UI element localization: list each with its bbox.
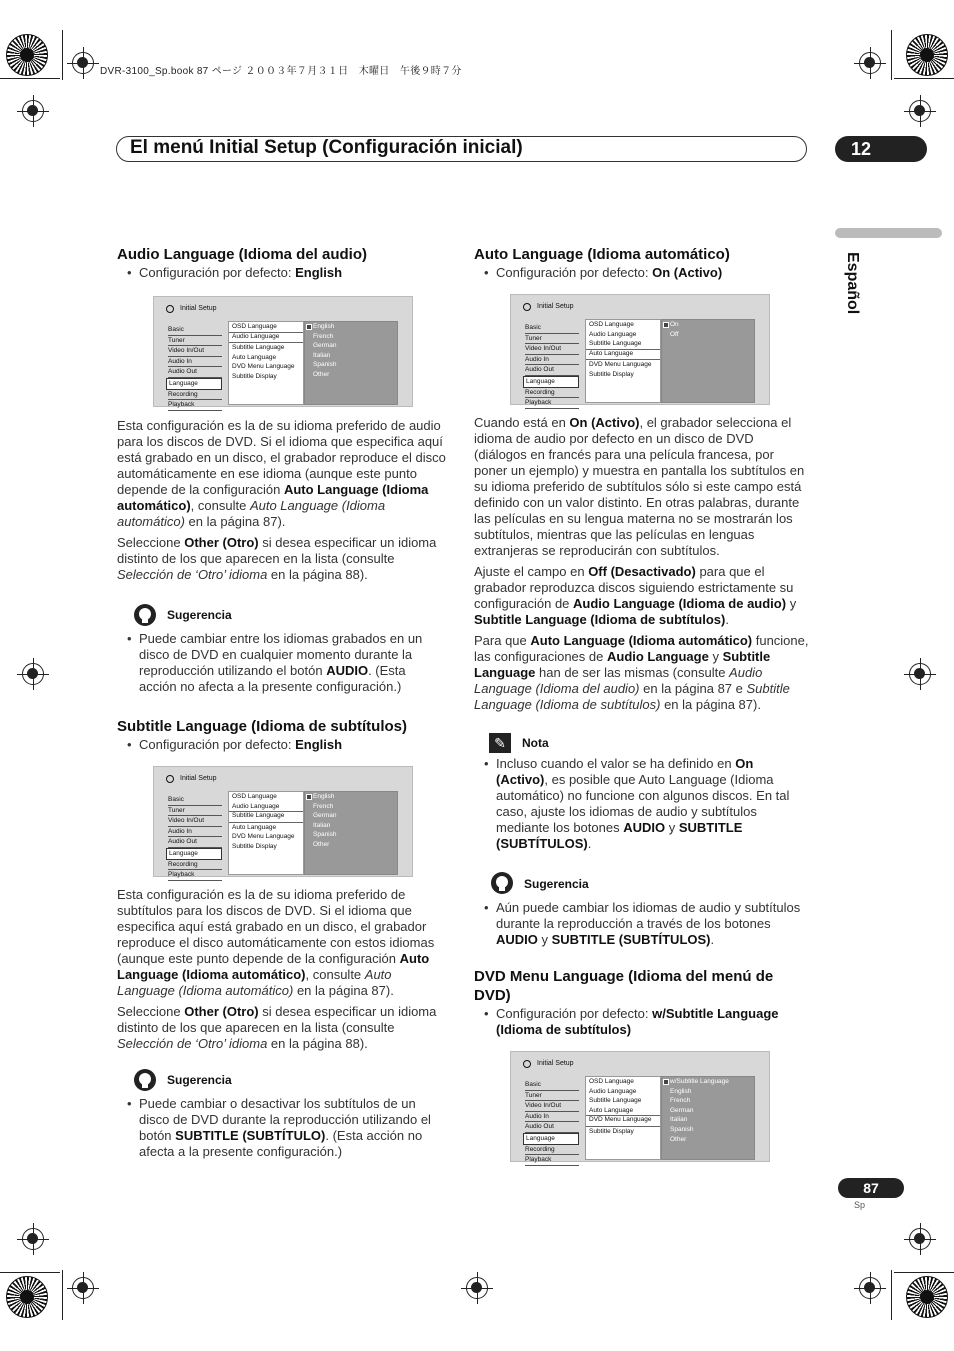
option-item: Other [313, 840, 330, 848]
crosshair-mark [466, 1277, 488, 1299]
nav-item: Audio In [168, 827, 222, 838]
nav-item: Recording [168, 390, 222, 401]
option-item: w/Subtitle Language [662, 1077, 754, 1087]
screen-menu [585, 1076, 661, 1160]
body-paragraph: Esta configuración es la de su idioma preferido de subtítulos para los discos de DVD. Si el idioma que especifica aquí está grabado en un disco, el grabador reproduce el disco automáticamente con estos idiomas (aunque este punto depende de la configuración Auto Language (Idioma automático), consulte Auto Language (Idioma automático) en la página 87). [117, 887, 435, 998]
nav-item: Tuner [525, 334, 579, 345]
nav-item: Recording [525, 1145, 579, 1156]
screen-options [304, 791, 398, 875]
option-item: Spanish [670, 1125, 694, 1133]
menu-item: Subtitle Display [589, 370, 634, 378]
menu-item: Auto Language [589, 1106, 634, 1114]
tip-label: Sugerencia [167, 608, 232, 622]
option-item: French [313, 802, 334, 810]
pencil-icon: ✎ [489, 733, 511, 753]
registration-star-mark [906, 34, 948, 76]
nav-item: Basic [168, 325, 222, 336]
nav-item: Video In/Out [168, 346, 222, 357]
crop-mark [0, 78, 60, 79]
nav-item: Basic [525, 323, 579, 334]
note-text: • Incluso cuando el valor se ha definido en On (Activo), es posible que Auto Language (Idioma automático) no funcione con algunos discos. En tal caso, ajuste los idiomas de audio y subtítulos mediante los botones AUDIO y SUBTITLE (SUBTÍTULOS). [484, 756, 790, 851]
option-item: Off [670, 330, 679, 338]
body-paragraph: Esta configuración es la de su idioma preferido de audio para los discos de DVD. Si el idioma que especifica aquí está grabado en un disco, el grabador reproduce el disco automáticamente en ese idioma (aunque este punto depende de la configuración Auto Language (Idioma automático), consulte Auto Language (Idioma automático) en la página 87). [117, 418, 446, 529]
nav-item: Basic [168, 795, 222, 806]
menu-item: Audio Language [232, 802, 280, 810]
option-item: French [313, 332, 334, 340]
nav-item: Language [523, 376, 579, 388]
option-item: Other [313, 370, 330, 378]
language-code: Sp [854, 1200, 866, 1210]
menu-item: Subtitle Language [232, 344, 285, 352]
nav-item: Tuner [168, 336, 222, 347]
menu-item: Subtitle Language [589, 340, 642, 348]
menu-item: Subtitle Display [232, 372, 277, 380]
nav-item: Language [166, 848, 222, 860]
crosshair-mark [909, 663, 931, 685]
nav-item: Playback [168, 870, 222, 881]
nav-item: Video In/Out [168, 816, 222, 827]
nav-item: Basic [525, 1080, 579, 1091]
nav-item: Audio Out [525, 365, 579, 376]
crop-mark [891, 1270, 892, 1320]
lightbulb-icon [134, 604, 156, 626]
menu-item: DVD Menu Language [232, 833, 295, 841]
crosshair-mark [22, 100, 44, 122]
option-item: German [313, 812, 337, 820]
nav-item: Tuner [525, 1091, 579, 1102]
screen-options [304, 321, 398, 405]
page-number: 87 [838, 1178, 904, 1198]
default-value: English [295, 265, 343, 280]
screen-title: Initial Setup [537, 1060, 574, 1067]
option-item: Spanish [313, 361, 337, 369]
screen-nav [168, 795, 222, 881]
nav-item: Playback [525, 398, 579, 409]
crop-mark [891, 30, 892, 80]
initial-setup-screen [153, 296, 413, 407]
disc-icon [166, 775, 174, 783]
screen-menu [228, 321, 304, 405]
nav-item: Audio Out [525, 1122, 579, 1133]
nav-item: Audio Out [168, 367, 222, 378]
option-item: German [313, 342, 337, 350]
option-item: English [305, 322, 397, 332]
screen-title: Initial Setup [180, 305, 217, 312]
crop-mark [894, 78, 954, 79]
menu-item: Subtitle Display [589, 1127, 634, 1135]
menu-item: Audio Language [589, 330, 637, 338]
menu-item: Audio Language [589, 1087, 637, 1095]
option-item: German [670, 1106, 694, 1114]
tip-text: • Puede cambiar o desactivar los subtítulos de un disco de DVD durante la reproducción utilizando el botón SUBTITLE (SUBTÍTULO). (Esta acción no afecta a la presente configuración.) [127, 1096, 431, 1159]
screen-nav [168, 325, 222, 411]
tip-text: • Aún puede cambiar los idiomas de audio y subtítulos durante la reproducción a través de los botones AUDIO y SUBTITLE (SUBTÍTULOS). [484, 900, 801, 947]
menu-item: OSD Language [589, 321, 634, 328]
crosshair-mark [72, 52, 94, 74]
menu-item: OSD Language [232, 793, 277, 800]
screen-menu [585, 319, 661, 403]
option-item: Italian [313, 821, 331, 829]
option-item: French [670, 1097, 691, 1105]
nav-item: Video In/Out [525, 1101, 579, 1112]
screen-options [661, 1076, 755, 1160]
page-title: El menú Initial Setup (Configuración inicial) [130, 137, 523, 158]
body-paragraph: Seleccione Other (Otro) si desea especificar un idioma distinto de los que aparecen en la lista (consulte Selección de ‘Otro’ idioma en la página 88). [117, 1004, 437, 1051]
screen-menu [228, 791, 304, 875]
menu-item: OSD Language [232, 323, 277, 330]
section-heading: Subtitle Language (Idioma de subtítulos) [117, 718, 408, 735]
section-heading: DVD Menu Language (Idioma del menú de DVD) [474, 968, 774, 1004]
crop-mark [62, 1270, 63, 1320]
crosshair-mark [72, 1277, 94, 1299]
menu-item: Subtitle Language [589, 1097, 642, 1105]
crosshair-mark [909, 1228, 931, 1250]
nav-item: Audio In [525, 355, 579, 366]
print-header-info: DVR-3100_Sp.book 87 ページ ２００３年７月３１日 木曜日 午後９時７分 [100, 66, 462, 77]
registration-star-mark [6, 34, 48, 76]
menu-item: DVD Menu Language [586, 1115, 660, 1127]
crop-mark [0, 1272, 60, 1273]
option-item: English [670, 1087, 692, 1095]
side-tab [835, 228, 942, 238]
section-heading: Auto Language (Idioma automático) [474, 246, 730, 263]
disc-icon [166, 305, 174, 313]
chapter-number: 12 [835, 136, 927, 162]
screen-options [661, 319, 755, 403]
menu-item: Subtitle Display [232, 842, 277, 850]
nav-item: Video In/Out [525, 344, 579, 355]
nav-item: Playback [525, 1155, 579, 1166]
registration-star-mark [6, 1276, 48, 1318]
nav-item: Recording [168, 860, 222, 871]
tip-label: Sugerencia [167, 1073, 232, 1087]
body-paragraph: Seleccione Other (Otro) si desea especificar un idioma distinto de los que aparecen en la lista (consulte Selección de ‘Otro’ idioma en la página 88). [117, 535, 437, 582]
menu-item: Auto Language [232, 823, 277, 831]
side-language-label: Español [844, 252, 861, 315]
menu-item: Audio Language [229, 332, 303, 344]
body-paragraph: Ajuste el campo en Off (Desactivado) para que el grabador reproduzca discos siguiendo estrictamente su configuración de Audio Language (Idioma de audio) y Subtitle Language (Idioma de subtítulos). [474, 564, 797, 627]
menu-item: DVD Menu Language [589, 361, 652, 369]
menu-item: Subtitle Language [229, 811, 303, 823]
section-heading: Audio Language (Idioma del audio) [117, 246, 367, 263]
note-label: Nota [522, 736, 549, 750]
crop-mark [894, 1272, 954, 1273]
crosshair-mark [909, 100, 931, 122]
disc-icon [523, 1060, 531, 1068]
menu-item: Auto Language [586, 349, 660, 361]
option-item: Spanish [313, 831, 337, 839]
option-item: On [662, 320, 754, 330]
crosshair-mark [859, 1277, 881, 1299]
screen-title: Initial Setup [537, 303, 574, 310]
nav-item: Playback [168, 400, 222, 411]
option-item: English [305, 792, 397, 802]
lightbulb-icon [134, 1069, 156, 1091]
nav-item: Language [523, 1133, 579, 1145]
nav-item: Audio In [168, 357, 222, 368]
nav-item: Recording [525, 388, 579, 399]
crosshair-mark [859, 52, 881, 74]
menu-item: Auto Language [232, 353, 277, 361]
default-prefix: Configuración por defecto: [139, 265, 296, 280]
crosshair-mark [22, 1228, 44, 1250]
default-setting: • Configuración por defecto: On (Activo) [484, 265, 723, 280]
menu-item: OSD Language [589, 1078, 634, 1085]
default-setting: • Configuración por defecto: English [127, 265, 343, 280]
option-item: Italian [313, 351, 331, 359]
body-paragraph: Para que Auto Language (Idioma automático) funcione, las configuraciones de Audio Language y Subtitle Language han de ser las mismas (consulte Audio Language (Idioma del audio) en la página 87 e Subtitle Language (Idioma de subtítulos) en la página 87). [474, 633, 809, 712]
option-item: Italian [670, 1116, 688, 1124]
crop-mark [62, 30, 63, 80]
crosshair-mark [22, 663, 44, 685]
initial-setup-screen [153, 766, 413, 877]
screen-nav [525, 1080, 579, 1166]
screen-nav [525, 323, 579, 409]
lightbulb-icon [491, 872, 513, 894]
nav-item: Audio In [525, 1112, 579, 1123]
tip-label: Sugerencia [524, 877, 589, 891]
menu-item: DVD Menu Language [232, 363, 295, 371]
nav-item: Tuner [168, 806, 222, 817]
nav-item: Audio Out [168, 837, 222, 848]
option-item: Other [670, 1135, 687, 1143]
initial-setup-screen [510, 294, 770, 405]
nav-item: Language [166, 378, 222, 390]
body-paragraph: Cuando está en On (Activo), el grabador selecciona el idioma de audio por defecto en un disco de DVD (diálogos en francés para una película francesa, por poner un ejemplo) y muestra en pantalla los subtítulos en su idioma preferido de subtítulos sólo si este campo está definido con un valor distinto. En otras palabras, durante las películas en su lengua materna no se mostrarán los subtítulos, mientras que las películas en lenguas extranjeras se reproducirán con subtítulos. [474, 415, 805, 558]
registration-star-mark [906, 1276, 948, 1318]
tip-text: • Puede cambiar entre los idiomas grabados en un disco de DVD en cualquier momento durante la reproducción utilizando el botón AUDIO. (Esta acción no afecta a la presente configuración.) [127, 631, 423, 694]
screen-title: Initial Setup [180, 775, 217, 782]
default-setting: • Configuración por defecto: English [127, 737, 343, 752]
initial-setup-screen [510, 1051, 770, 1162]
default-setting: • Configuración por defecto: w/Subtitle Language (Idioma de subtítulos) [484, 1006, 779, 1037]
disc-icon [523, 303, 531, 311]
